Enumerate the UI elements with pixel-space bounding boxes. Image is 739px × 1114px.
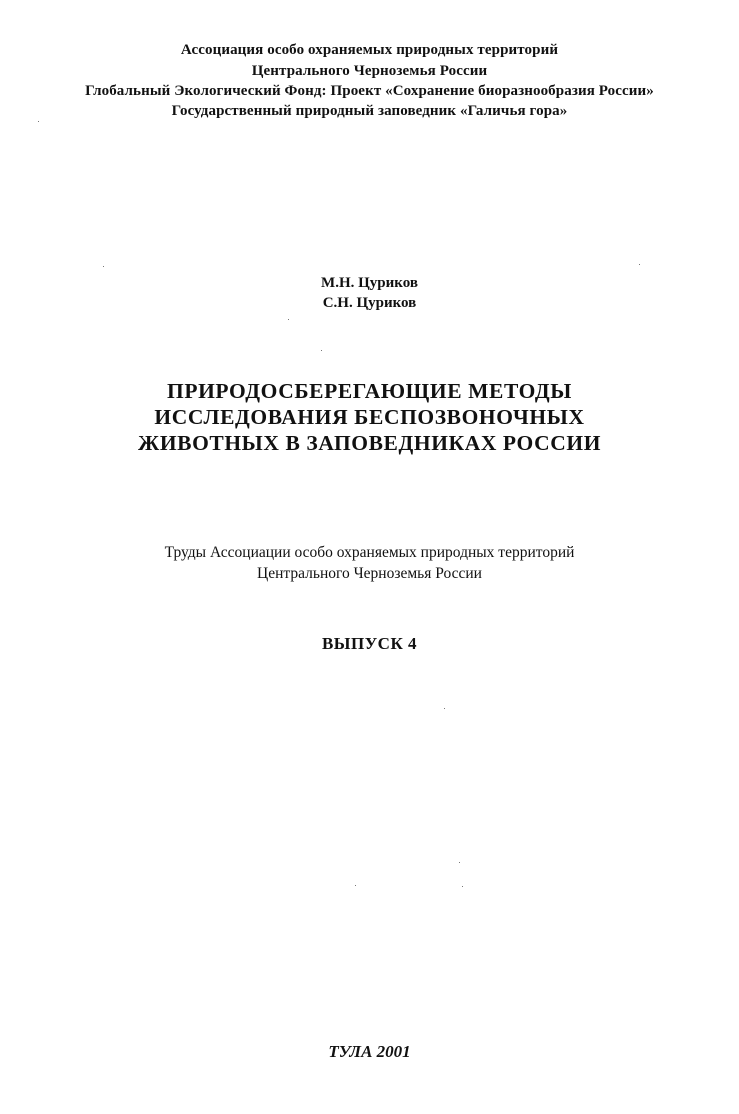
issue-number: ВЫПУСК 4 [321,634,418,653]
book-title-line-2: ИССЛЕДОВАНИЯ БЕСПОЗВОНОЧНЫХ [154,405,585,429]
header-line-4: Государственный природный заповедник «Галичья гора» [171,103,568,119]
author-2: С.Н. Цуриков [322,295,417,311]
scan-speck [444,708,445,709]
scan-speck [288,319,289,320]
series-line-1: Труды Ассоциации особо охраняемых природных территорий [164,544,575,561]
imprint-city-year: ТУЛА 2001 [328,1042,411,1061]
scan-speck [462,886,463,887]
series-line-2: Центрального Черноземья России [257,565,482,582]
scan-speck [639,264,640,265]
scan-speck [321,350,322,351]
header-line-2: Центрального Черноземья России [251,63,488,79]
header-line-3: Глобальный Экологический Фонд: Проект «Сохранение биоразнообразия России» [85,83,654,99]
scan-speck [38,121,39,122]
book-title-line-3: ЖИВОТНЫХ В ЗАПОВЕДНИКАХ РОССИИ [137,431,602,455]
header-line-1: Ассоциация особо охраняемых природных территорий [180,42,559,58]
scan-speck [459,862,460,863]
scan-speck [355,885,356,886]
book-title-line-1: ПРИРОДОСБЕРЕГАЮЩИЕ МЕТОДЫ [167,379,572,403]
author-1: М.Н. Цуриков [321,275,418,291]
scan-speck [103,266,104,267]
